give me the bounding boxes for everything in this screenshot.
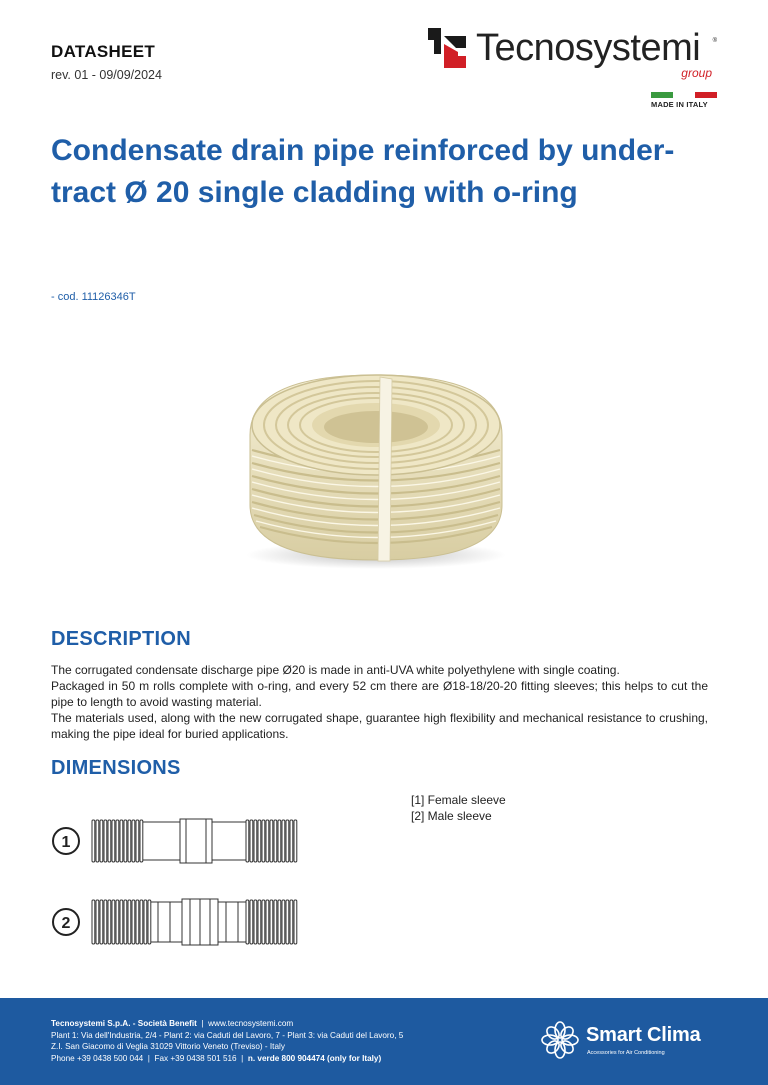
legend-item-male: [2] Male sleeve	[411, 809, 492, 823]
marker-1-badge	[53, 828, 79, 854]
description-paragraph: The materials used, along with the new corrugated shape, guarantee high flexibility and mechanical resistance to crushing, making the pipe ideal for buried applications.	[51, 711, 708, 741]
description-heading: DESCRIPTION	[51, 628, 191, 650]
coiled-pipe-photo	[240, 355, 512, 573]
smart-clima-logo	[540, 1020, 725, 1060]
footer-fax: Fax +39 0438 501 516	[154, 1053, 237, 1063]
legend-item-female: [1] Female sleeve	[411, 793, 506, 807]
description-body	[51, 662, 708, 742]
product-code: - cod. 11126346T	[51, 291, 136, 303]
italy-flag-icon	[651, 92, 717, 98]
footer-phone: Phone +39 0438 500 044	[51, 1053, 144, 1063]
marker-2-label: 2	[61, 915, 71, 932]
brand-registered: ®	[712, 38, 717, 44]
brand-group: group	[681, 66, 712, 80]
dimensions-legend	[411, 792, 506, 824]
footer-plants: Plant 1: Via dell'Industria, 2/4 - Plant 2: via Caduti del Lavoro, 7 - Plant 3: via Caduti del Lavoro, 5	[51, 1030, 404, 1040]
marker-1-label: 1	[61, 834, 71, 851]
page-footer	[0, 998, 768, 1085]
footer-company: Tecnosystemi S.p.A. - Società Benefit	[51, 1019, 197, 1028]
description-paragraph: The corrugated condensate discharge pipe Ø20 is made in anti-UVA white polyethylene with single coating.	[51, 663, 620, 677]
male-sleeve-diagram	[50, 893, 310, 951]
female-sleeve-diagram	[50, 812, 310, 870]
revision: rev. 01 - 09/09/2024	[51, 68, 162, 82]
doc-header	[51, 42, 162, 82]
smart-clima-tagline: Accessories for Air Conditioning	[587, 1050, 665, 1056]
dimensions-heading: DIMENSIONS	[51, 757, 181, 779]
description-paragraph: Packaged in 50 m rolls complete with o-ring, and every 52 cm there are Ø18-18/20-20 fitting sleeves; this helps to cut the pipe to length to avoid wasting material.	[51, 679, 708, 709]
tecnosystemi-mark-icon	[428, 28, 466, 68]
footer-address: Z.I. San Giacomo di Veglia 31029 Vittorio Veneto (Treviso) - Italy	[51, 1042, 285, 1051]
marker-2-badge	[53, 909, 79, 935]
footer-contacts: Tecnosystemi S.p.A. - Società Benefit | www.tecnosystemi.com Plant 1: Via dell'Industria, 2/4 - Plant 2: via Caduti del Lavoro, 7 - Plant 3: via Caduti del Lavoro, 5 Z.I. San Giacomo di Veglia 31029 Vittorio Veneto (Treviso) - Italy Phone +39 0438 500 044 | Fax +39 0438 501 516 | n. verde 800 904474 (only for Italy)	[51, 1019, 404, 1063]
doc-type: DATASHEET	[51, 42, 156, 61]
smart-clima-flower-icon	[540, 1020, 580, 1060]
brand-name: Tecnosystemi	[476, 27, 701, 69]
product-title: Condensate drain pipe reinforced by under-tract Ø 20 single cladding with o-ring	[51, 134, 675, 209]
made-in-italy-badge	[651, 92, 717, 109]
smart-clima-name: Smart Clima	[586, 1024, 701, 1046]
footer-toll-free: n. verde 800 904474 (only for Italy)	[247, 1053, 382, 1063]
footer-website[interactable]: www.tecnosystemi.com	[208, 1019, 294, 1028]
made-in-label: MADE IN ITALY	[651, 100, 708, 109]
tecnosystemi-logo	[428, 28, 720, 82]
